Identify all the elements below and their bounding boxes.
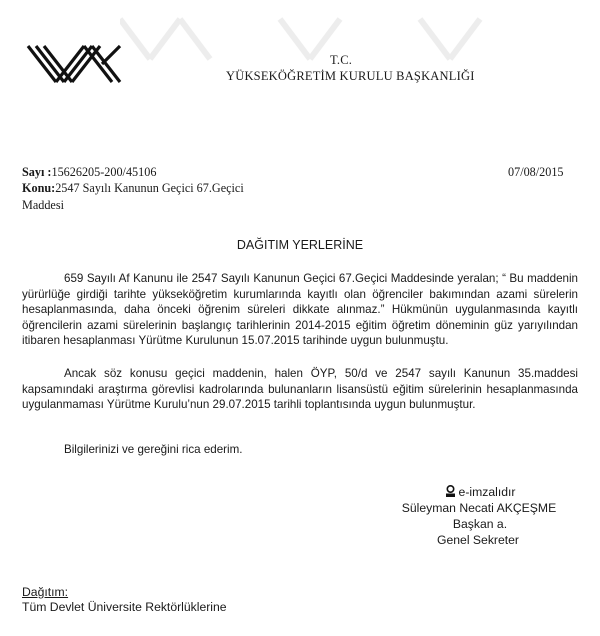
watermark-pattern (120, 14, 520, 64)
document-date: 07/08/2015 (508, 165, 564, 179)
body-paragraph-3: Bilgilerinizi ve gereğini rica ederim. (64, 443, 243, 456)
body-paragraph-1: 659 Sayılı Af Kanunu ile 2547 Sayılı Kanunun Geçici 67.Geçici Maddesinde yeralan; “ Bu maddenin yürürlüğe girdiği tarihte yükseköğretim kurumlarında kayıtlı olan öğrenciler bakımından azami sürelerin hesaplanmasında, daha önceki öğrenim süreleri dikkate alınmaz.” Hükmünün uygulanmasında kayıtlı öğrencilerin azami sürelerinin başlangıç tarihlerinin 2014-2015 eğitim öğretim döneminin güz yarıyılından itibaren hesaplanması Yürütme Kurulunun 15.07.2015 tarihinde uygun bulunmuştu. (22, 272, 578, 348)
distribution-label: Dağıtım: (22, 585, 69, 599)
document-title: DAĞITIM YERLERİNE (236, 238, 364, 252)
yok-logo-icon (26, 38, 122, 88)
konu-value: 2547 Sayılı Kanunun Geçici 67.Geçici (55, 181, 244, 195)
body-paragraph-2: Ancak söz konusu geçici maddenin, halen ÖYP, 50/d ve 2547 sayılı Kanunun 35.maddesi kapsamındaki araştırma görevlisi kadrolarında bulunanların lisansüstü eğitim sürelerinin hesaplanmasında uygulanmaması Yürütme Kurulu’nun 29.07.2015 tarihli toplantısında uygun bulunmuştur. (22, 367, 578, 412)
signer-role-2: Genel Sekreter (437, 533, 519, 547)
konu-value-continued: Maddesi (22, 198, 64, 212)
e-signature-line (420, 485, 540, 501)
sayi-line (22, 165, 156, 180)
e-signature-text: e-imzalıdır (458, 485, 516, 499)
distribution-recipients: Tüm Devlet Üniversite Rektörlüklerine (22, 600, 227, 614)
sayi-label: Sayı : (22, 165, 52, 179)
header-tc: T.C. (330, 53, 353, 67)
signer-role-1: Başkan a. (452, 517, 508, 531)
e-signature-icon (445, 485, 456, 498)
sayi-value: 15626205-200/45106 (51, 165, 157, 179)
signer-name: Süleyman Necati AKÇEŞME (401, 501, 557, 515)
konu-line (22, 181, 244, 196)
header-institution: YÜKSEKÖĞRETİM KURULU BAŞKANLIĞI (226, 69, 475, 83)
konu-label: Konu: (22, 181, 56, 195)
